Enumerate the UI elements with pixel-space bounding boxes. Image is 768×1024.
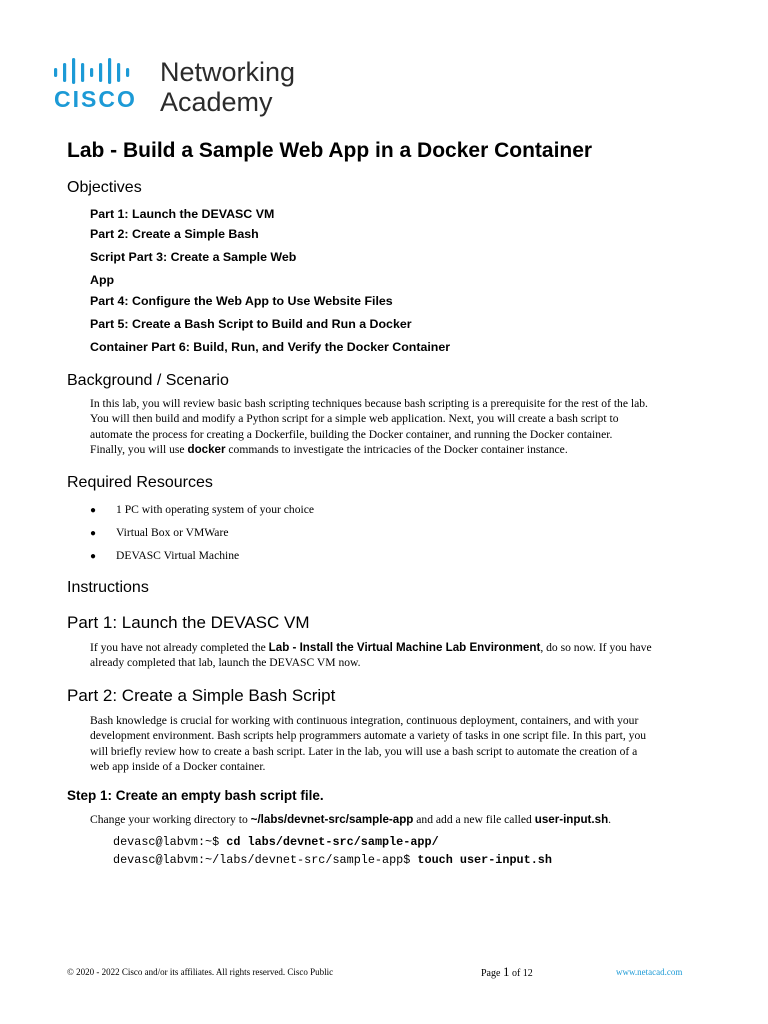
objective-line: Part 2: Create a Simple Bash (90, 227, 259, 241)
objectives-heading: Objectives (67, 179, 142, 196)
objective-line: Part 5: Create a Bash Script to Build and Run a Docker (90, 317, 412, 331)
code-line: devasc@labvm:~/labs/devnet-src/sample-app$ touch user-input.sh (113, 853, 552, 867)
part1-line: If you have not already completed the Lab - Install the Virtual Machine Lab Environment, do so now. If you have (90, 641, 652, 654)
cisco-logo-text: CISCO (54, 86, 137, 112)
logo-academy: Academy (160, 87, 273, 117)
directory-path: ~/labs/devnet-src/sample-app (250, 813, 414, 826)
cisco-bars-icon (54, 58, 150, 84)
bullet-icon: ● (90, 528, 97, 539)
bullet-icon: ● (90, 505, 97, 516)
background-line: You will then build and modify a Python script for a simple web application. Next, you will create a bash script to (90, 412, 619, 426)
part1-paragraph (90, 640, 700, 671)
bullet-icon: ● (90, 551, 97, 562)
instructions-heading: Instructions (67, 579, 149, 596)
part2-line: will briefly review how to create a bash script. Later in the lab, you will use a bash script to automate the creation of a (90, 744, 638, 758)
logo-networking: Networking (160, 57, 296, 87)
resource-item: ● 1 PC with operating system of your choice (90, 503, 315, 516)
objective-line: Part 4: Configure the Web App to Use Website Files (90, 294, 393, 308)
page-number: Page 1 of 12 (481, 964, 533, 979)
lab-reference: Lab - Install the Virtual Machine Lab Environment (268, 641, 541, 654)
background-paragraph (90, 396, 700, 458)
objective-line: App (90, 273, 115, 287)
resources-heading: Required Resources (67, 474, 213, 491)
part2-heading: Part 2: Create a Simple Bash Script (67, 686, 336, 705)
step1-instruction: Change your working directory to ~/labs/devnet-src/sample-app and add a new file called user-input.sh. (90, 813, 612, 826)
part2-line: web app inside of a Docker container. (90, 760, 266, 774)
background-line: Finally, you will use docker commands to investigate the intricacies of the Docker container instance. (90, 443, 568, 457)
objective-line: Script Part 3: Create a Sample Web (90, 250, 297, 264)
part2-paragraph (90, 713, 700, 775)
part2-line: Bash knowledge is crucial for working with continuous integration, continuous deployment, containers, and with your (90, 714, 639, 727)
background-line: In this lab, you will review basic bash scripting techniques because bash scripting is a prerequisite for the rest of the lab. (90, 397, 648, 410)
objective-line: Container Part 6: Build, Run, and Verify the Docker Container (90, 340, 451, 354)
file-name: user-input.sh (534, 813, 609, 826)
document-title: Lab - Build a Sample Web App in a Docker Container (67, 139, 593, 162)
footer-copyright: © 2020 - 2022 Cisco and/or its affiliates. All rights reserved. Cisco Public (67, 967, 334, 977)
code-line: devasc@labvm:~$ cd labs/devnet-src/sample-app/ (113, 835, 439, 849)
background-line: automate the process for creating a Dockerfile, building the Docker container, and running the Docker container. (90, 427, 613, 441)
part2-line: development environment. Bash scripts help programmers automate a variety of tasks in one script file. In this part, you (90, 729, 647, 743)
background-heading: Background / Scenario (67, 372, 229, 389)
objective-line: Part 1: Launch the DEVASC VM (90, 207, 275, 221)
part1-line: already completed that lab, launch the DEVASC VM now. (90, 656, 361, 670)
step1-heading: Step 1: Create an empty bash script file. (67, 788, 324, 803)
netacad-link[interactable]: www.netacad.com (616, 967, 683, 977)
docker-keyword: docker (187, 443, 226, 457)
resource-item: ● DEVASC Virtual Machine (90, 549, 240, 562)
resource-item: ● Virtual Box or VMWare (90, 526, 229, 539)
part1-heading: Part 1: Launch the DEVASC VM (67, 613, 310, 632)
